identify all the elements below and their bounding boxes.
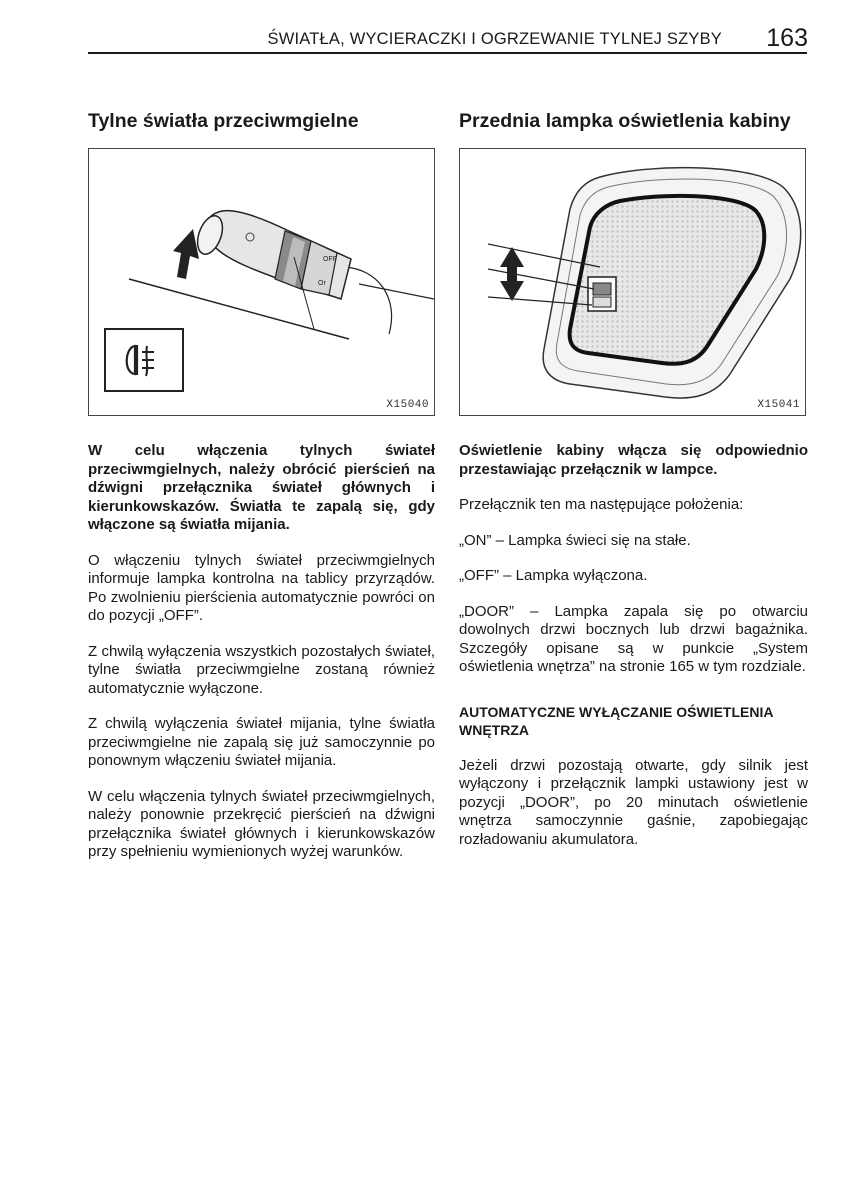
interior-lamp-illustration — [460, 149, 805, 415]
page-number: 163 — [766, 24, 808, 52]
left-paragraph-4: Z chwilą wyłączenia świateł mijania, tylne światła przeciwmgielne nie zapalą się już samoczynnie po ponownym włączeniu świateł mijania. — [88, 715, 435, 769]
right-final-paragraph: Jeżeli drzwi pozostają otwarte, gdy silnik jest wyłączony i przełącznik lampki ustawiony jest w pozycji „DOOR”, po 20 minutach oświetlenie wnętrza samoczynnie gaśnie, zapobiegając rozładowaniu akumulatora. — [459, 756, 808, 848]
left-paragraph-5: W celu włączenia tylnych świateł przeciwmgielnych, należy ponownie przekręcić pierścień na dźwigni przełącznika świateł głównych i kierunkowskazów przy spełnieniu wymienionych wyżej warunków. — [88, 787, 435, 860]
auto-off-subheading: AUTOMATYCZNE WYŁĄCZANIE OŚWIETLENIA WNĘTRZA — [459, 703, 773, 738]
right-paragraph-off: „OFF” – Lampka wyłączona. — [459, 567, 648, 584]
right-column — [459, 110, 808, 866]
fog-switch-illustration — [89, 149, 434, 415]
right-paragraph-on: „ON” – Lampka świeci się na stałe. — [459, 531, 691, 549]
left-paragraph-1: W celu włączenia tylnych świateł przeciwmgielnych, należy obrócić pierścień na dźwigni przełącznika świateł głównych i kierunkowskazów. Światła te zapalą się, gdy włączone są światła mijania. — [88, 442, 435, 533]
switch-label-or: Or — [318, 280, 326, 287]
interior-lamp-figure — [459, 148, 806, 416]
right-paragraph-door: „DOOR” – Lampka zapala się po otwarciu dowolnych drzwi bocznych lub drzwi bagażnika. Szczegóły opisane są w punkcie „System oświetlenia wnętrza” na stronie 165 w tym rozdziale. — [459, 602, 808, 675]
figure-code-right: X15041 — [757, 399, 800, 411]
left-paragraph-3: Z chwilą wyłączenia wszystkich pozostałych świateł, tylne światła przeciwmgielne zostaną również automatycznie wyłączone. — [88, 642, 435, 697]
left-column — [88, 110, 435, 879]
interior-lamp-title: Przednia lampka oświetlenia kabiny — [459, 110, 791, 132]
right-intro: Oświetlenie kabiny włącza się odpowiednio przestawiając przełącznik w lampce. — [459, 442, 808, 478]
switch-label-off: OFF — [323, 256, 337, 263]
header-rule — [88, 52, 807, 54]
left-paragraph-2: O włączeniu tylnych świateł przeciwmgielnych informuje lampka kontrolna na tablicy przyrządów. Po zwolnieniu pierścienia automatycznie powróci on do pozycji „OFF”. — [88, 551, 435, 624]
figure-code-left: X15040 — [386, 399, 429, 411]
rear-fog-lights-title: Tylne światła przeciwmgielne — [88, 110, 359, 132]
running-header: ŚWIATŁA, WYCIERACZKI I OGRZEWANIE TYLNEJ SZYBY — [267, 30, 722, 48]
right-paragraph-1: Przełącznik ten ma następujące położenia: — [459, 496, 744, 513]
rear-fog-switch-figure — [88, 148, 435, 416]
